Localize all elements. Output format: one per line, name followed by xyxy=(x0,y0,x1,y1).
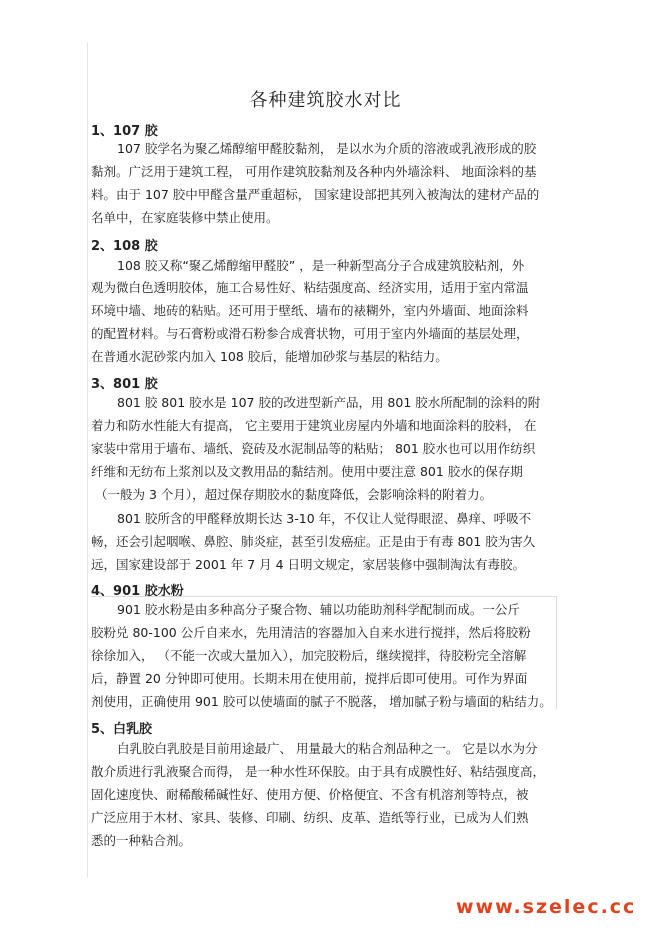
paragraph-line: 胶粉兑 80-100 公斤自来水，先用清洁的容器加入自来水进行搅拌，然后将胶粉 xyxy=(91,625,531,640)
paragraph-line: 107 胶学名为聚乙烯醇缩甲醛胶黏剂， 是以水为介质的溶液或乳液形成的胶 xyxy=(117,141,537,156)
paragraph-line: 801 胶所含的甲醛释放期长达 3-10 年，不仅让人觉得眼涩、鼻痒、呼吸不 xyxy=(117,511,532,526)
site-watermark: www.szelec.cc xyxy=(456,896,637,918)
paragraph-line: 家装中常用于墙布、墙纸、瓷砖及水泥制品等的粘贴； 801 胶水也可以用作纺织 xyxy=(91,441,536,456)
paragraph-line: 料。由于 107 胶中甲醛含量严重超标， 国家建设部把其列入被淘汰的建材产品的 xyxy=(91,187,540,202)
paragraph-line: 固化速度快、耐稀酸稀碱性好、使用方便、价格便宜、不含有机溶剂等特点，被 xyxy=(91,787,529,802)
paragraph-line: 名单中，在家庭装修中禁止使用。 xyxy=(91,210,279,225)
section-heading-white-glue: 5、白乳胶 xyxy=(91,722,153,737)
paragraph-line: 在普通水泥砂浆内加入 108 胶后，能增加砂浆与基层的粘结力。 xyxy=(91,349,448,364)
paragraph-line: 环境中墙、地砖的粘贴。还可用于壁纸、墙布的裱糊外，室内外墙面、地面涂料 xyxy=(91,303,529,318)
paragraph-line: 901 胶水粉是由多种高分子聚合物、辅以功能助剂科学配制而成。一公斤 xyxy=(117,602,520,617)
section-heading-801: 3、801 胶 xyxy=(91,377,158,392)
paragraph-line: 纤维和无纺布上浆剂以及文教用品的黏结剂。使用中要注意 801 胶水的保存期 xyxy=(91,464,523,479)
section-heading-108: 2、108 胶 xyxy=(91,239,158,254)
paragraph-line: 剂使用，正确使用 901 胶可以使墙面的腻子不脱落， 增加腻子粉与墙面的粘结力。 xyxy=(91,694,552,709)
page-margin-line xyxy=(87,42,88,878)
paragraph-line: 畅，还会引起咽喉、鼻腔、肺炎症，甚至引发癌症。正是由于有毒 801 胶为害久 xyxy=(91,534,536,549)
paragraph-line: 观为微白色透明胶体，施工合易性好、粘结强度高、经济实用，适用于室内常温 xyxy=(91,280,529,295)
paragraph-line: 广泛应用于木材、家具、装修、印刷、纺织、皮革、造纸等行业，已成为人们熟 xyxy=(91,810,529,825)
section-heading-107: 1、107 胶 xyxy=(91,124,158,139)
paragraph-line: 黏剂。广泛用于建筑工程， 可用作建筑胶黏剂及各种内外墙涂料、 地面涂料的基 xyxy=(91,164,537,179)
paragraph-line: 着力和防水性能大有提高， 它主要用于建筑业房屋内外墙和地面涂料的胶料， 在 xyxy=(91,418,537,433)
section-heading-901: 4、901 胶水粉 xyxy=(91,584,184,599)
page-title: 各种建筑胶水对比 xyxy=(249,90,402,111)
paragraph-line: 801 胶 801 胶水是 107 胶的改进型新产品，用 801 胶水所配制的涂料的附 xyxy=(117,395,541,410)
paragraph-line: 徐徐加入， （不能一次或大量加入），加完胶粉后，继续搅拌，待胶粉完全溶解 xyxy=(91,648,527,663)
paragraph-line: 远，国家建设部于 2001 年 7 月 4 日明文规定，家居装修中强制淘汰有毒胶。 xyxy=(91,557,526,572)
paragraph-line: 108 胶又称“聚乙烯醇缩甲醛胶” ，是一种新型高分子合成建筑胶粘剂，外 xyxy=(117,258,525,273)
paragraph-line: 散介质进行乳液聚合而得， 是一种水性环保胶。由于具有成膜性好、粘结强度高， xyxy=(91,764,545,779)
paragraph-line: 白乳胶白乳胶是目前用途最广、 用量最大的粘合剂品种之一。 它是以水为分 xyxy=(117,741,538,756)
paragraph-line: （一般为 3 个月），超过保存期胶水的黏度降低，会影响涂料的附着力。 xyxy=(95,487,493,502)
paragraph-line: 悉的一种粘合剂。 xyxy=(91,833,192,848)
paragraph-line: 的配置材料。与石膏粉或滑石粉参合成膏状物，可用于室内外墙面的基层处理， xyxy=(91,326,529,341)
paragraph-line: 后，静置 20 分钟即可使用。长期未用在使用前，搅拌后即可使用。可作为界面 xyxy=(91,671,528,686)
